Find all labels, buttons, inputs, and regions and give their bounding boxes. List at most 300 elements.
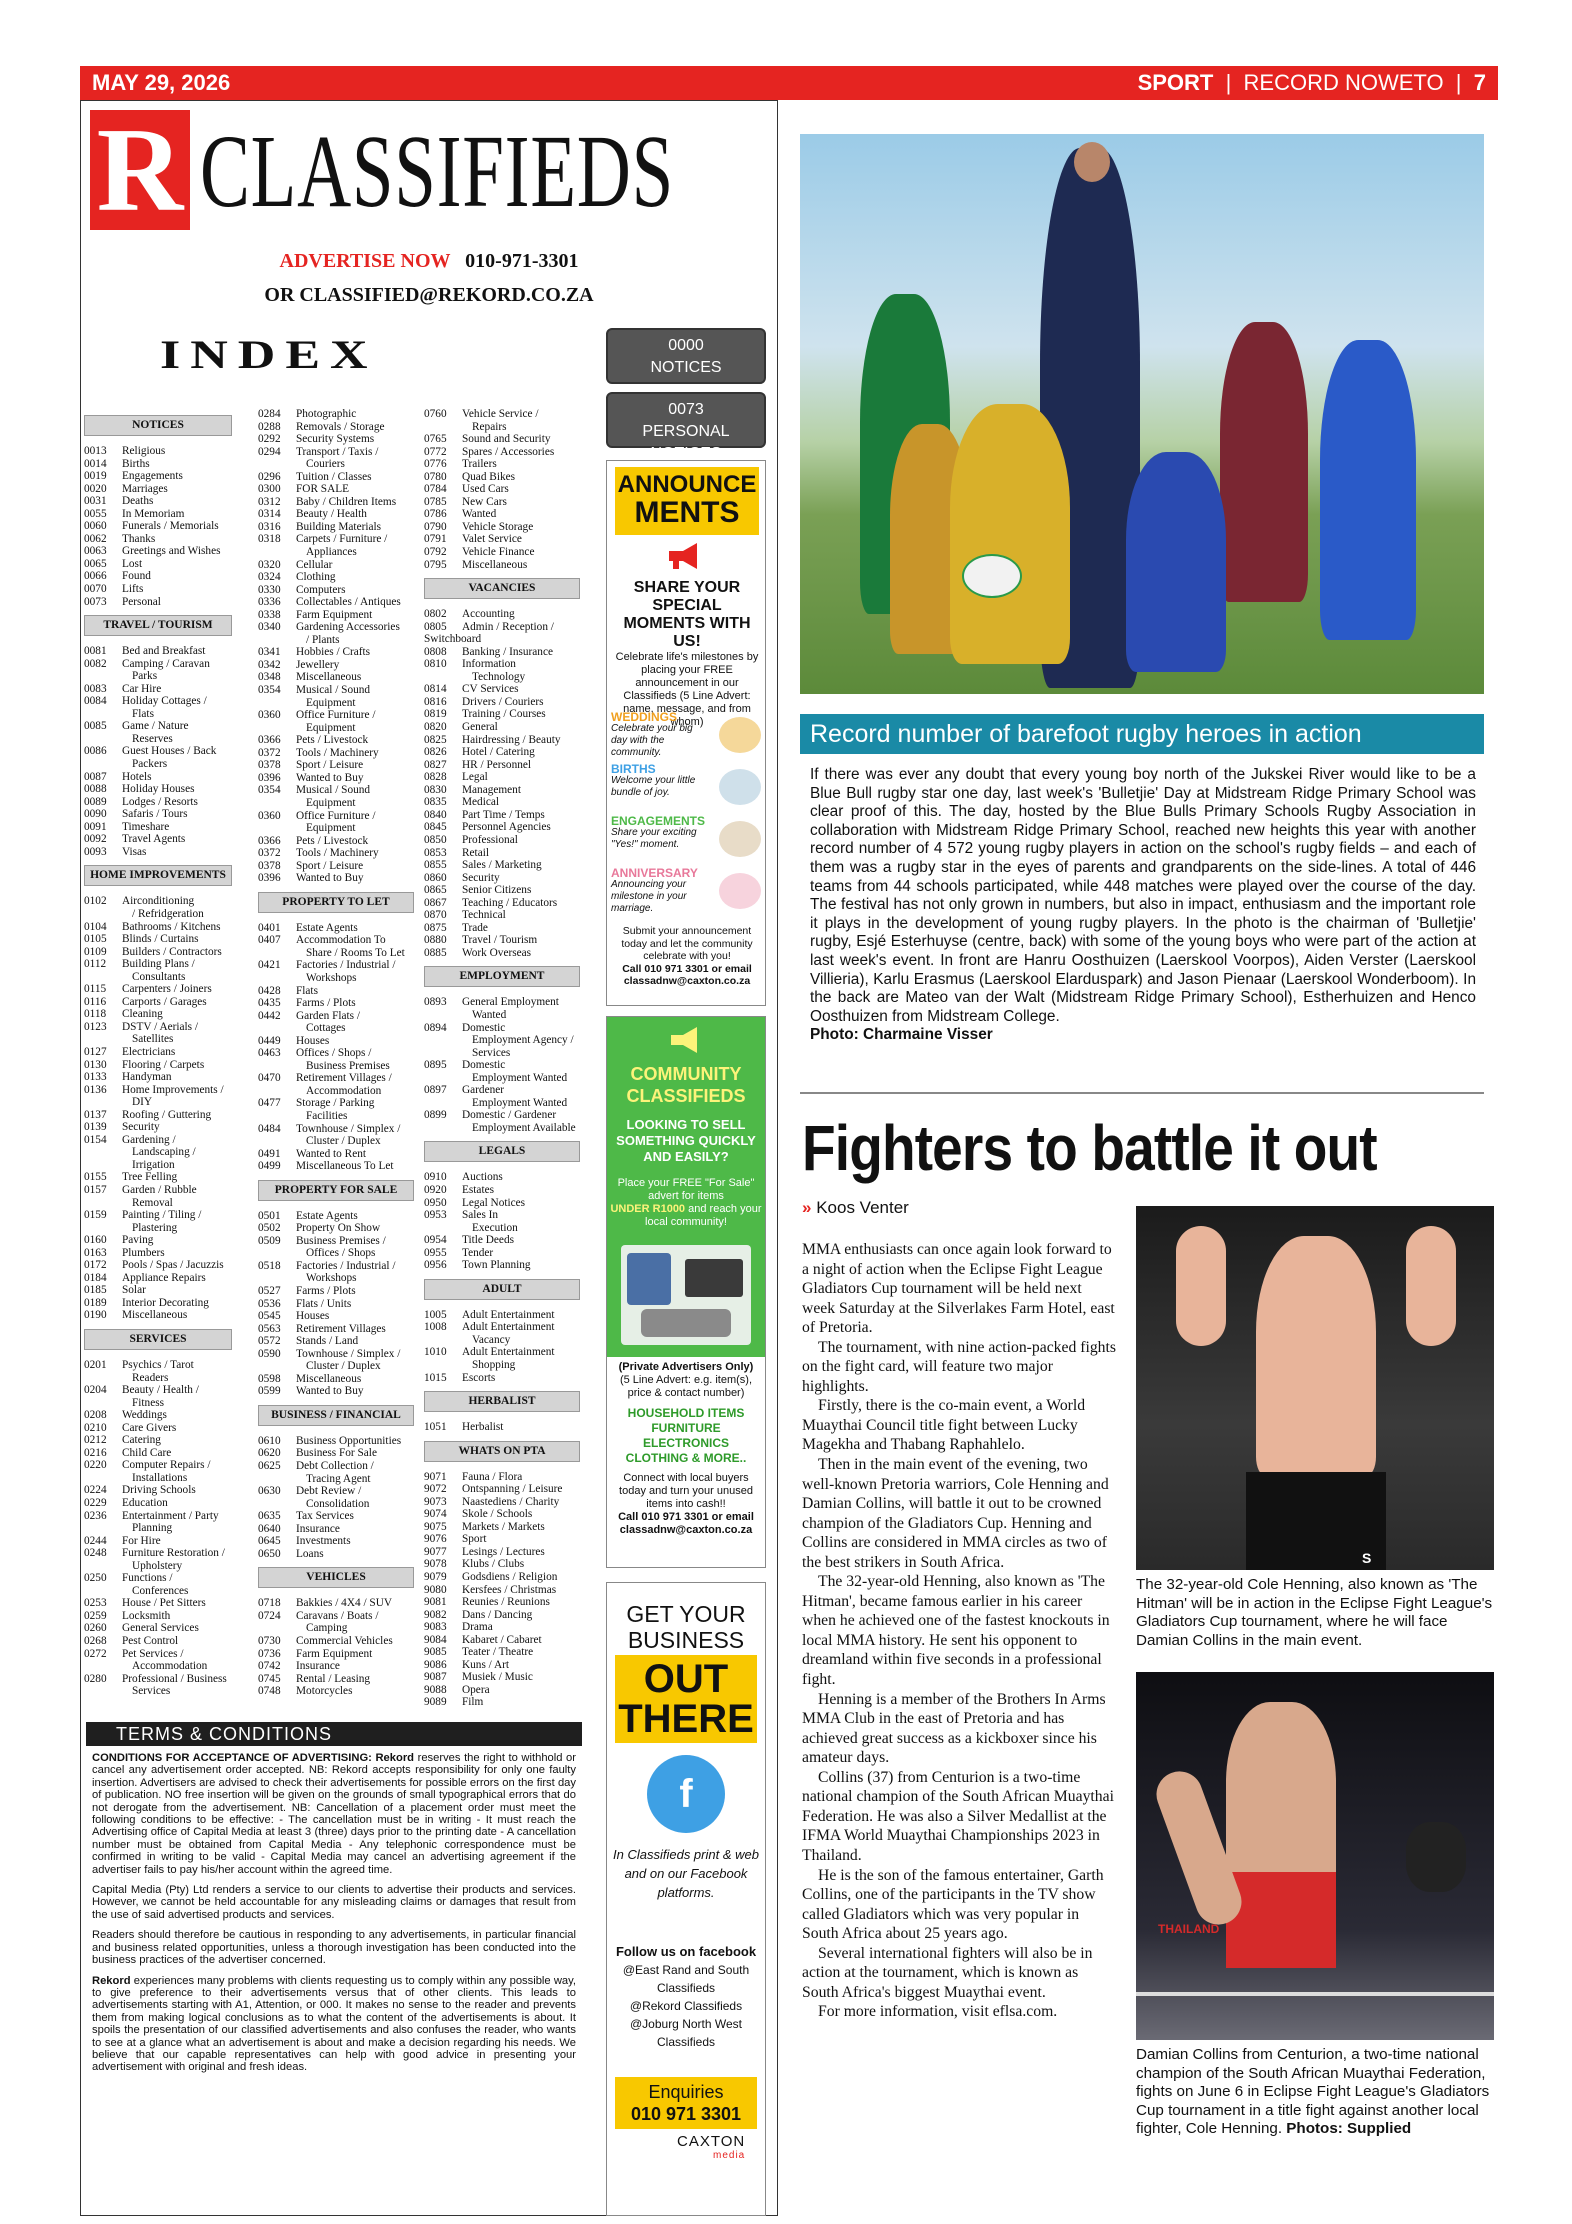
index-code: 0880 <box>424 934 447 947</box>
index-entry <box>424 1646 580 1659</box>
index-title: INDEX <box>160 332 378 378</box>
index-label: Estate Agents <box>296 921 358 934</box>
index-code: 0338 <box>258 608 281 621</box>
index-label: Quad Bikes <box>462 470 516 483</box>
index-label: Fauna / Flora <box>462 1470 523 1483</box>
index-code: 0216 <box>84 1446 107 1459</box>
index-entry <box>84 1159 232 1172</box>
classified-email: OR CLASSIFIED@REKORD.CO.ZA <box>264 284 594 306</box>
index-code <box>84 1397 122 1410</box>
index-label: Legal Notices <box>462 1196 526 1209</box>
index-entry <box>424 621 580 634</box>
index-code: 9087 <box>424 1671 447 1684</box>
index-entry <box>258 1222 414 1235</box>
index-code: 0133 <box>84 1071 107 1084</box>
index-entry <box>258 1385 414 1398</box>
index-entry <box>424 1034 580 1047</box>
index-label: Packers <box>132 758 168 771</box>
index-entry <box>424 1659 580 1672</box>
index-code <box>84 1146 122 1159</box>
index-code: 1005 <box>424 1308 447 1321</box>
index-code: 0104 <box>84 920 107 933</box>
index-code: 0316 <box>258 520 281 533</box>
index-code: 0190 <box>84 1309 107 1322</box>
index-label: Admin / Reception / <box>462 620 554 633</box>
index-section-heading: SERVICES <box>84 1329 232 1350</box>
index-code <box>258 1360 296 1373</box>
index-code: 0484 <box>258 1122 281 1135</box>
index-label: Domestic <box>462 1021 506 1034</box>
index-entry <box>84 1434 232 1447</box>
index-entry <box>258 1135 414 1148</box>
index-label: / Refridgeration <box>132 907 204 920</box>
index-label: Personal <box>122 595 161 608</box>
index-code: 0590 <box>258 1347 281 1360</box>
index-label: Trade <box>462 921 488 934</box>
index-entry <box>424 546 580 559</box>
index-label: Interior Decorating <box>122 1296 209 1309</box>
index-entry <box>424 847 580 860</box>
index-code: 0184 <box>84 1271 107 1284</box>
index-entry <box>424 1184 580 1197</box>
index-label: Tools / Machinery <box>296 847 379 860</box>
index-section-heading: HERBALIST <box>424 1391 580 1412</box>
index-code <box>424 1047 462 1060</box>
index-code: 0635 <box>258 1510 281 1523</box>
index-label: Farm Equipment <box>296 608 373 621</box>
index-section-heading: LEGALS <box>424 1141 580 1162</box>
index-label: Removals / Storage <box>296 420 385 433</box>
index-label: Markets / Markets <box>462 1520 545 1533</box>
index-entry <box>424 696 580 709</box>
photo-caption-2: Damian Collins from Centurion, a two-time national champion of the South African Muaythai Federation, fights on June 6 in Eclipse Fight League's Gladiators Cup tournament in a title fight against another local fighter, Cole Henning. Photos: Supplied <box>1136 2046 1490 2138</box>
index-entry <box>258 1047 414 1060</box>
index-label: Satellites <box>132 1033 174 1046</box>
index-code: 0894 <box>424 1021 447 1034</box>
index-code: 9072 <box>424 1483 447 1496</box>
index-code: 0853 <box>424 846 447 859</box>
index-entry <box>424 421 580 434</box>
index-entry <box>84 1247 232 1260</box>
index-entry <box>424 671 580 684</box>
index-entry <box>258 1247 414 1260</box>
index-entry <box>84 958 232 971</box>
index-label: Appliances <box>306 546 357 559</box>
photo-caption-1: The 32-year-old Cole Henning, also known as 'The Hitman' will be in action in the Eclipse Fight League's Gladiators Cup tournament, where he will face Damian Collins in the main event. <box>1136 1576 1493 1649</box>
index-label: Technical <box>462 909 506 922</box>
index-entry <box>258 1110 414 1123</box>
index-label: Carports / Garages <box>122 995 207 1008</box>
index-code: 0518 <box>258 1259 281 1272</box>
index-label: Drivers / Couriers <box>462 695 544 708</box>
index-label: Child Care <box>122 1446 172 1459</box>
index-label: Wanted to Buy <box>296 771 364 784</box>
index-code: 0820 <box>424 721 447 734</box>
index-code: 0081 <box>84 645 107 658</box>
index-entry <box>258 1010 414 1023</box>
index-code <box>258 1060 296 1073</box>
index-label: Investments <box>296 1535 351 1548</box>
index-label: Tracing Agent <box>306 1472 371 1485</box>
index-entry <box>258 596 414 609</box>
index-label: Appliance Repairs <box>122 1271 206 1284</box>
index-entry <box>424 1346 580 1359</box>
index-label: Guest Houses / Back <box>122 745 217 758</box>
index-label: Collectables / Antiques <box>296 596 401 609</box>
index-label: In Memoriam <box>122 507 185 520</box>
index-entry <box>258 571 414 584</box>
index-entry <box>84 733 232 746</box>
index-label: Travel Agents <box>122 833 186 846</box>
index-code: 0159 <box>84 1209 107 1222</box>
index-entry <box>84 533 232 546</box>
index-entry <box>84 508 232 521</box>
index-label: Town Planning <box>462 1259 531 1272</box>
index-code <box>258 1110 296 1123</box>
jacket-icon <box>627 1253 671 1305</box>
index-entry <box>258 1447 414 1460</box>
index-entry <box>84 1622 232 1635</box>
index-code: 0776 <box>424 458 447 471</box>
index-code: 0899 <box>424 1109 447 1122</box>
index-entry <box>424 1533 580 1546</box>
index-label: Hotels <box>122 770 152 783</box>
index-code: 0066 <box>84 570 107 583</box>
index-label: Camping <box>306 1622 348 1635</box>
index-code: 0109 <box>84 945 107 958</box>
index-label: Accommodation <box>132 1660 208 1673</box>
index-entry <box>84 783 232 796</box>
head-shape <box>1074 142 1110 182</box>
index-code: 0563 <box>258 1322 281 1335</box>
index-entry <box>258 1348 414 1361</box>
index-entry <box>258 421 414 434</box>
rugby-photo <box>800 134 1484 694</box>
index-entry <box>84 983 232 996</box>
index-label: Camping / Caravan <box>122 657 210 670</box>
index-entry <box>84 558 232 571</box>
index-entry <box>84 695 232 708</box>
index-code: 0314 <box>258 508 281 521</box>
index-label: Escorts <box>462 1371 496 1384</box>
index-label: Work Overseas <box>462 946 532 959</box>
index-code: 9078 <box>424 1558 447 1571</box>
index-entry <box>258 722 414 735</box>
index-entry <box>258 1610 414 1623</box>
index-entry <box>258 1210 414 1223</box>
index-code <box>424 1359 462 1372</box>
index-section-heading: EMPLOYMENT <box>424 966 580 987</box>
index-entry <box>424 996 580 1009</box>
index-entry <box>424 1558 580 1571</box>
index-entry <box>84 908 232 921</box>
index-label: Senior Citizens <box>462 884 532 897</box>
megaphone-icon <box>667 1023 705 1057</box>
index-label: Pet Services / <box>122 1647 184 1660</box>
index-entry <box>84 1046 232 1059</box>
index-label: Bed and Breakfast <box>122 645 206 658</box>
index-label: General <box>462 721 498 734</box>
index-code: 0288 <box>258 420 281 433</box>
index-label: Houses <box>296 1034 330 1047</box>
rugby-ball-icon <box>962 554 1022 598</box>
index-code: 0509 <box>258 1234 281 1247</box>
index-entry <box>424 884 580 897</box>
index-entry <box>258 1097 414 1110</box>
index-label: Handyman <box>122 1071 172 1084</box>
index-code: 0268 <box>84 1635 107 1648</box>
index-entry <box>258 1473 414 1486</box>
index-section-heading: TRAVEL / TOURISM <box>84 615 232 636</box>
shorts-shape <box>1226 1872 1336 1968</box>
index-code: 0499 <box>258 1160 281 1173</box>
index-label: Miscellaneous <box>122 1309 188 1322</box>
index-entry <box>424 1634 580 1647</box>
index-code: 0244 <box>84 1534 107 1547</box>
index-entry <box>424 771 580 784</box>
index-label: Pets / Livestock <box>296 834 369 847</box>
index-label: Farms / Plots <box>296 1285 356 1297</box>
index-entry <box>424 1047 580 1060</box>
index-entry <box>84 1459 232 1472</box>
index-entry <box>258 822 414 835</box>
index-label: Lost <box>122 557 143 570</box>
index-code: 0116 <box>84 995 107 1008</box>
index-code <box>84 1472 122 1485</box>
index-entry <box>258 559 414 572</box>
index-code: 0825 <box>424 733 447 746</box>
index-entry <box>258 1435 414 1448</box>
index-label: Accommodation To <box>296 934 386 947</box>
index-label: Musiek / Music <box>462 1671 533 1684</box>
index-code: 0318 <box>258 533 281 546</box>
index-entry <box>424 1584 580 1597</box>
index-section-heading: PROPERTY FOR SALE <box>258 1180 414 1201</box>
index-code: 0253 <box>84 1597 107 1610</box>
index-entry <box>424 1671 580 1684</box>
index-label: Functions / <box>122 1572 173 1585</box>
index-code: 0160 <box>84 1234 107 1247</box>
index-label: Valet Service <box>462 533 522 546</box>
classifieds-title: CLASSIFIEDS <box>200 114 674 229</box>
index-entry <box>424 947 580 960</box>
index-label: Plastering <box>132 1221 178 1234</box>
index-entry <box>84 483 232 496</box>
index-label: Miscellaneous <box>296 671 362 684</box>
index-label: Photographic <box>296 408 357 420</box>
index-label: Building Plans / <box>122 958 195 971</box>
ann-item-engagements: ENGAGEMENTS Share your exciting "Yes!" moment. <box>611 815 763 867</box>
index-code: 0248 <box>84 1547 107 1560</box>
index-entry <box>424 809 580 822</box>
index-entry <box>424 683 580 696</box>
index-entry <box>424 1234 580 1247</box>
index-entry <box>424 1247 580 1260</box>
index-label: Wanted to Buy <box>296 1385 364 1398</box>
index-entry <box>258 1548 414 1561</box>
index-entry <box>84 846 232 859</box>
index-code: 0336 <box>258 596 281 609</box>
index-code: 0745 <box>258 1672 281 1685</box>
divider <box>800 1092 1484 1094</box>
index-entry <box>424 1022 580 1035</box>
index-entry <box>84 708 232 721</box>
index-entry <box>424 834 580 847</box>
index-label: Jewellery <box>296 658 340 671</box>
index-label: Flooring / Carpets <box>122 1058 205 1071</box>
index-entry <box>258 1310 414 1323</box>
index-entry <box>424 1471 580 1484</box>
index-label: General Employment <box>462 996 559 1009</box>
index-entry <box>258 671 414 684</box>
index-code: 0157 <box>84 1183 107 1196</box>
index-entry <box>258 860 414 873</box>
index-label: Tax Services <box>296 1510 354 1523</box>
index-code <box>424 1122 462 1135</box>
index-code: 9081 <box>424 1596 447 1609</box>
index-label: Adult Entertainment <box>462 1321 555 1334</box>
index-code <box>84 1372 122 1385</box>
index-label: Deaths <box>122 495 154 508</box>
index-label: Plumbers <box>122 1246 165 1259</box>
index-entry <box>258 772 414 785</box>
index-entry <box>258 1235 414 1248</box>
index-entry <box>84 758 232 771</box>
index-label: Wanted <box>462 508 497 521</box>
index-label: Tuition / Classes <box>296 470 372 483</box>
index-entry <box>258 1460 414 1473</box>
index-label: Factories / Industrial / <box>296 1259 396 1272</box>
index-label: For Hire <box>122 1534 161 1547</box>
index-label: Debt Review / <box>296 1485 362 1498</box>
index-label: Timeshare <box>122 820 170 833</box>
article-body: MMA enthusiasts can once again look forward to a night of action when the Eclipse Fight League Gladiators Cup tournament will be held next week Saturday at the Silverlakes Farm Hotel, east of Pretoria. The tournament, with nine action-packed fights on the fight card, will feature two major highlights. Firstly, there is the co-main event, a World Muaythai Council title fight between Lucky Magekha and Thabang Raphahlelo. Then in the main event of the evening, two well-known Pretoria warriors, Cole Henning and Damian Collins, will battle it out to be crowned champion of the Gladiators Cup. Henning and Collins are considered in MMA circles as two of the best strikers in South Africa. The 32-year-old Henning, also known as 'The Hitman', became famous earlier in his career when he achieved one of the fastest knockouts in local MMA history. He sent his opponent to dreamland within five seconds in a professional fight. Henning is a member of the Brothers In Arms MMA Club in the east of Pretoria and has achieved great success as a kickboxer since his amateur days. Collins (37) from Centurion is a two-time national champion of the South African Muaythai Federation. He was also a Silver Medallist at the IFMA World Muaythai Championships 2023 in Thailand. He is the son of the famous entertainer, Garth Collins, one of the participants in the TV show called Gladiators which was very popular in South Africa about 25 years ago. Several international fighters will also be in action at the tournament, which is known as South Africa's biggest Muaythai event. For more information, visit eflsa.com. <box>802 1241 1116 2021</box>
index-code: 0786 <box>424 508 447 521</box>
index-label: Lodges / Resorts <box>122 795 198 808</box>
index-label: Office Furniture / <box>296 809 376 822</box>
index-code: 0063 <box>84 545 107 558</box>
index-code: 0640 <box>258 1522 281 1535</box>
baby-icon <box>719 769 761 805</box>
index-label: Services <box>132 1685 171 1698</box>
index-entry <box>84 570 232 583</box>
index-label: Equipment <box>306 796 356 809</box>
index-code: 0463 <box>258 1047 281 1060</box>
index-label: Driving Schools <box>122 1484 196 1497</box>
index-label: Stands / Land <box>296 1335 359 1348</box>
index-label: Planning <box>132 1522 173 1535</box>
index-entry <box>424 1521 580 1534</box>
index-entry <box>258 1597 414 1610</box>
index-entry <box>424 446 580 459</box>
index-label: Locksmith <box>122 1609 171 1622</box>
index-label: Business Opportunities <box>296 1434 402 1447</box>
index-label: Roofing / Guttering <box>122 1108 212 1121</box>
notices-box: 0000 NOTICES <box>606 328 766 384</box>
index-entry <box>424 1421 580 1434</box>
index-code: 0785 <box>424 495 447 508</box>
arm-shape <box>1176 1226 1226 1346</box>
index-code: 0875 <box>424 921 447 934</box>
index-label: Holiday Houses <box>122 783 195 796</box>
index-code: 0127 <box>84 1045 107 1058</box>
index-entry <box>424 859 580 872</box>
index-code: 0089 <box>84 795 107 808</box>
index-code <box>258 822 296 835</box>
index-entry <box>84 670 232 683</box>
index-code: 0136 <box>84 1083 107 1096</box>
index-label: Accommodation <box>306 1084 382 1097</box>
index-code: 0115 <box>84 983 107 996</box>
index-code: 0730 <box>258 1635 281 1648</box>
index-entry <box>258 1648 414 1661</box>
index-label: Lifts <box>122 583 144 596</box>
index-code: 0372 <box>258 746 281 759</box>
index-entry <box>424 1209 580 1222</box>
index-label: Part Time / Temps <box>462 808 545 821</box>
index-entry <box>84 996 232 1009</box>
index-entry <box>424 1483 580 1496</box>
index-entry <box>84 1184 232 1197</box>
index-entry <box>258 1260 414 1273</box>
index-code: 0340 <box>258 621 281 634</box>
index-code: 0826 <box>424 746 447 759</box>
index-label: Upholstery <box>132 1559 183 1572</box>
index-entry <box>258 646 414 659</box>
index-label: Insurance <box>296 1522 340 1535</box>
community-ad-top: COMMUNITY CLASSIFIEDS LOOKING TO SELL SOMETHING QUICKLY AND EASILY? Place your FREE "For Sale" advert for items UNDER R1000 and reach your local community! <box>607 1017 765 1357</box>
index-entry <box>424 1321 580 1334</box>
index-entry <box>84 1297 232 1310</box>
index-code: 0760 <box>424 408 447 420</box>
index-label: Beauty / Health / <box>122 1384 199 1397</box>
index-entry <box>84 1384 232 1397</box>
index-code: 0396 <box>258 872 281 885</box>
index-label: Fitness <box>132 1396 165 1409</box>
index-code: 0791 <box>424 533 447 546</box>
index-entry <box>84 1372 232 1385</box>
arm-shape <box>1406 1226 1456 1346</box>
index-code: 0780 <box>424 470 447 483</box>
index-label: Management <box>462 783 521 796</box>
index-label: Births <box>122 457 150 470</box>
index-code: 0354 <box>258 784 281 797</box>
index-label: Medical <box>462 796 500 809</box>
index-code: 0105 <box>84 933 107 946</box>
index-entry <box>424 1696 580 1709</box>
index-entry <box>424 1171 580 1184</box>
index-column-1 <box>84 408 232 1698</box>
child-figure <box>950 404 1070 664</box>
index-code: 0748 <box>258 1685 281 1698</box>
index-code: 0845 <box>424 821 447 834</box>
index-label: Vacancy <box>472 1333 511 1346</box>
index-code: 0091 <box>84 820 107 833</box>
index-code: 9083 <box>424 1621 447 1634</box>
index-entry <box>84 596 232 609</box>
index-label: Holiday Cottages / <box>122 695 207 708</box>
index-entry <box>424 759 580 772</box>
index-label: General Services <box>122 1622 199 1635</box>
index-entry <box>84 1033 232 1046</box>
index-entry <box>84 1259 232 1272</box>
index-code: 0428 <box>258 984 281 997</box>
index-code: 0895 <box>424 1059 447 1072</box>
index-label: Visas <box>122 845 147 858</box>
index-code: 0893 <box>424 996 447 1009</box>
index-entry <box>424 796 580 809</box>
index-entry <box>424 658 580 671</box>
